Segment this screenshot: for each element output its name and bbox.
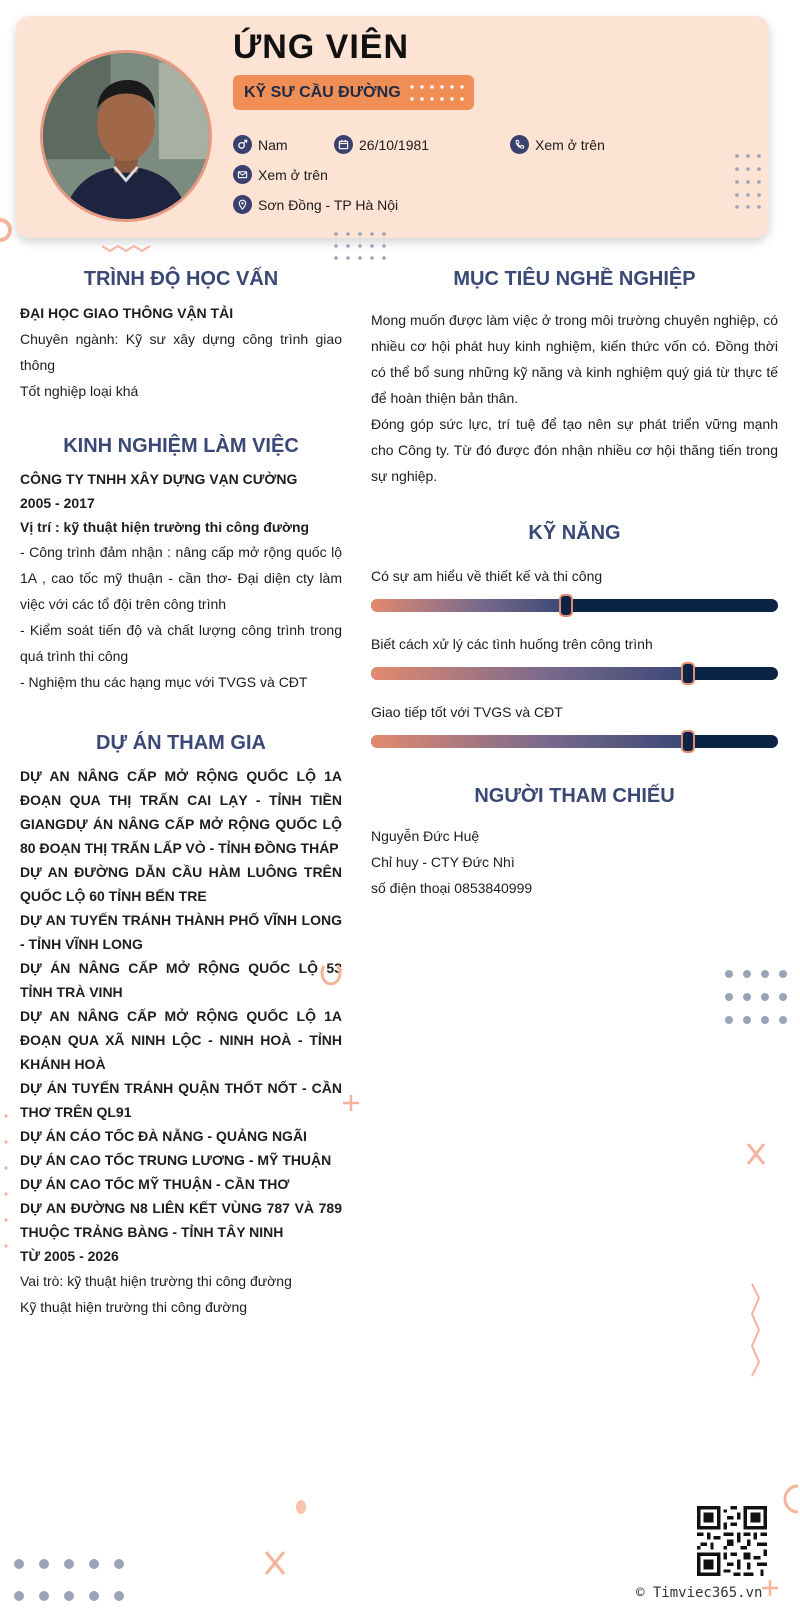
references-title: NGƯỜI THAM CHIẾU xyxy=(474,785,675,807)
zigzag-decoration-icon xyxy=(748,1282,762,1378)
address-value: Sơn Đồng - TP Hà Nội xyxy=(258,196,399,213)
mail-icon xyxy=(233,165,252,184)
skill-label: Giao tiếp tốt với TVGS và CĐT xyxy=(371,704,563,720)
project-item: DỰ AN ĐƯỜNG DẪN CẦU HÀM LUÔNG TRÊN QUỐC LỘ 60 TỈNH BẾN TRE xyxy=(20,864,342,904)
project-item: DỰ ÁN NÂNG CẤP MỞ RỘNG QUỐC LỘ 53 TỈNH TRÀ VINH xyxy=(20,960,342,1000)
skill-bar-fill xyxy=(371,667,688,680)
project-item: DỰ AN TUYẾN TRÁNH THÀNH PHỐ VĨNH LONG - TỈNH VĨNH LONG xyxy=(20,912,342,952)
skills-title: KỸ NĂNG xyxy=(528,522,621,544)
gender-info xyxy=(233,135,288,154)
address-info xyxy=(233,195,398,214)
phone-info xyxy=(510,135,605,154)
experience-section xyxy=(20,467,342,695)
project-item: DỰ ÁN CAO TỐC TRUNG LƯƠNG - MỸ THUẬN xyxy=(20,1152,332,1168)
candidate-name: ỨNG VIÊN xyxy=(233,28,410,66)
reference-phone: số điện thoại 0853840999 xyxy=(371,880,533,896)
objective-title: MỤC TIÊU NGHỀ NGHIỆP xyxy=(453,268,696,290)
project-item: DỰ AN ĐƯỜNG N8 LIÊN KẾT VÙNG 787 VÀ 789 THUỘC TRẢNG BÀNG - TỈNH TÂY NINH xyxy=(20,1200,342,1240)
zigzag-decoration-icon xyxy=(100,242,154,254)
phone-value: Xem ở trên xyxy=(535,136,605,153)
x-decoration-icon xyxy=(746,1142,766,1166)
dots-decoration-icon xyxy=(723,966,795,1028)
project-item: DỰ ÁN TUYẾN TRÁNH QUẬN THỐT NỐT - CẦN THƠ TRÊN QL91 xyxy=(20,1080,342,1120)
reference-role: Chỉ huy - CTY Đức Nhì xyxy=(371,854,515,870)
objective-section xyxy=(371,307,778,489)
skill-bar xyxy=(371,599,778,612)
plus-decoration-icon xyxy=(760,1578,780,1598)
qr-code-icon xyxy=(697,1506,767,1576)
dots-decoration-icon xyxy=(12,1556,132,1610)
experience-duty: - Nghiệm thu các hạng mục với TVGS và CĐT xyxy=(20,674,308,690)
skill-bar-knob xyxy=(681,730,695,753)
avatar xyxy=(40,50,212,222)
avatar-photo xyxy=(43,53,209,219)
dots-decoration-icon xyxy=(408,82,464,104)
skill-bar-knob xyxy=(559,594,573,617)
dots-decoration-icon xyxy=(332,230,392,262)
reference-name: Nguyễn Đức Huệ xyxy=(371,828,480,844)
project-item: DỰ AN NÂNG CẤP MỞ RỘNG QUỐC LỘ 1A ĐOẠN QUA THỊ TRẤN CAI LẠY - TỈNH TIỀN GIANGDỰ ÁN NÂNG CẤP MỞ RỘNG QUỐC LỘ 80 ĐOẠN THỊ TRẤN LẤP VÒ - TỈNH ĐỒNG THÁP xyxy=(20,768,342,856)
experience-position: Vị trí : kỹ thuật hiện trường thi công đường xyxy=(20,519,310,535)
education-title: TRÌNH ĐỘ HỌC VẤN xyxy=(83,268,279,290)
experience-title: KINH NGHIỆM LÀM VIỆC xyxy=(63,435,299,457)
half-ring-decoration-icon xyxy=(780,1482,800,1516)
projects-section xyxy=(20,764,342,1320)
email-info xyxy=(233,165,328,184)
plus-decoration-icon xyxy=(342,1094,360,1112)
x-decoration-icon xyxy=(264,1550,286,1576)
gender-value: Nam xyxy=(258,136,288,153)
experience-duty: - Công trình đảm nhận : nâng cấp mở rộng quốc lộ 1A , cao tốc mỹ thuận - cần thơ- Đại diện cty làm việc với các tổ đội trên công trình xyxy=(20,544,342,612)
location-icon xyxy=(233,195,252,214)
job-title-badge xyxy=(233,75,474,110)
project-item: DỰ AN NÂNG CẤP MỞ RỘNG QUỐC LỘ 1A ĐOẠN QUA XÃ NINH LỘC - NINH HOÀ - TỈNH KHÁNH HOÀ xyxy=(20,1008,342,1072)
projects-title: DỰ ÁN THAM GIA xyxy=(96,732,266,754)
birthdate-value: 26/10/1981 xyxy=(359,136,430,153)
education-grade: Tốt nghiệp loại khá xyxy=(20,383,139,399)
project-role: Vai trò: kỹ thuật hiện trường thi công đường xyxy=(20,1273,292,1289)
half-ring-decoration-icon xyxy=(0,216,14,244)
objective-paragraph: Mong muốn được làm việc ở trong môi trường chuyên nghiệp, có nhiều cơ hội phát huy kinh nghiệm, kiến thức vốn có. Đồng thời có thể bổ sung những kỹ năng và kinh nghiệm quý giá từ thực tế để hoàn thiện bản thân. xyxy=(371,312,778,406)
skill-bar-fill xyxy=(371,735,688,748)
education-section xyxy=(20,300,342,404)
skill-bar-knob xyxy=(681,662,695,685)
email-value: Xem ở trên xyxy=(258,166,328,183)
skill-bar xyxy=(371,667,778,680)
experience-period: 2005 - 2017 xyxy=(20,495,95,511)
project-item: DỰ ÁN CÁO TỐC ĐÀ NẴNG - QUẢNG NGÃI xyxy=(20,1128,307,1144)
skill-label: Biết cách xử lý các tình huống trên công trình xyxy=(371,636,653,652)
education-school: ĐẠI HỌC GIAO THÔNG VẬN TẢI xyxy=(20,305,234,321)
education-major: Chuyên ngành: Kỹ sư xây dựng công trình giao thông xyxy=(20,331,342,373)
project-item: TỪ 2005 - 2026 xyxy=(20,1248,119,1264)
references-section xyxy=(371,823,778,901)
experience-company: CÔNG TY TNHH XÂY DỰNG VẠN CƯỜNG xyxy=(20,471,298,487)
calendar-icon xyxy=(334,135,353,154)
objective-paragraph: Đóng góp sức lực, trí tuệ để tạo nên sự phát triển vững mạnh cho Công ty. Từ đó được đón nhận nhiều cơ hội thăng tiến trong sự nghiệp. xyxy=(371,416,778,484)
dots-decoration-icon xyxy=(733,152,763,210)
experience-duty: - Kiểm soát tiến độ và chất lượng công trình trong quá trình thi công xyxy=(20,622,342,664)
skill-bar xyxy=(371,735,778,748)
gender-icon xyxy=(233,135,252,154)
dots-line-decoration-icon xyxy=(2,1112,10,1272)
ring-decoration-icon xyxy=(320,960,342,990)
project-item: DỰ ÁN CAO TỐC MỸ THUẬN - CẦN THƠ xyxy=(20,1176,290,1192)
birthdate-info xyxy=(334,135,429,154)
job-title: KỸ SƯ CẦU ĐƯỜNG xyxy=(244,84,401,101)
skill-label: Có sự am hiểu về thiết kế và thi công xyxy=(371,568,603,584)
skill-bar-fill xyxy=(371,599,566,612)
project-detail: Kỹ thuật hiện trường thi công đường xyxy=(20,1299,248,1315)
footer-copyright: © Timviec365.vn xyxy=(636,1585,763,1601)
phone-icon xyxy=(510,135,529,154)
oval-decoration-icon xyxy=(294,1498,308,1516)
